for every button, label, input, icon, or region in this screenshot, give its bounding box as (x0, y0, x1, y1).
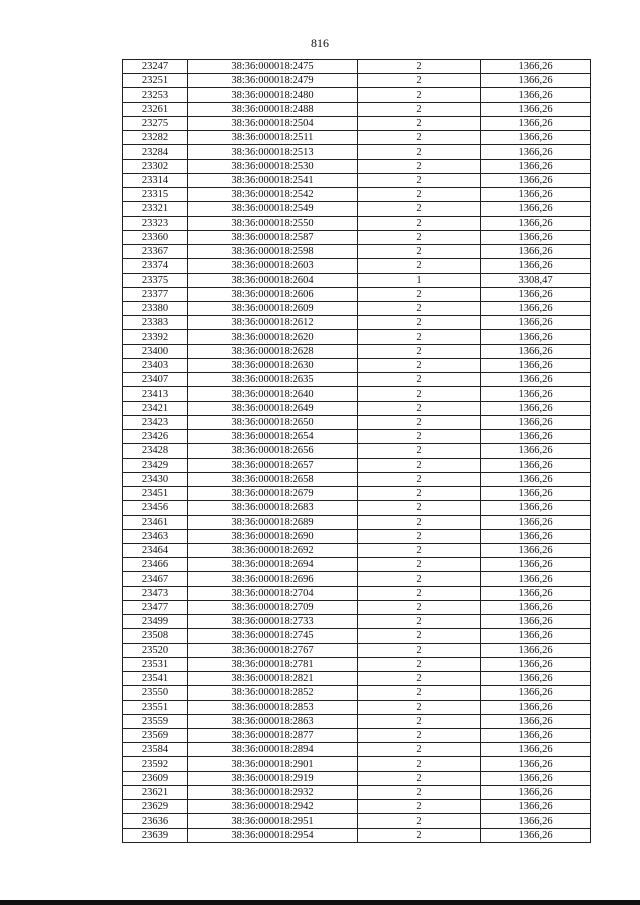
value-cell: 1366,26 (481, 515, 591, 529)
cadastral-number-cell: 38:36:000018:2954 (188, 828, 358, 842)
share-cell: 2 (358, 700, 481, 714)
value-cell: 1366,26 (481, 458, 591, 472)
table-row (123, 472, 591, 486)
cadastral-number-cell: 38:36:000018:2479 (188, 74, 358, 88)
record-number-cell: 23551 (123, 700, 188, 714)
record-number-cell: 23477 (123, 600, 188, 614)
table-row (123, 401, 591, 415)
record-number-cell: 23315 (123, 188, 188, 202)
share-cell: 2 (358, 344, 481, 358)
share-cell: 2 (358, 501, 481, 515)
value-cell: 1366,26 (481, 415, 591, 429)
share-cell: 2 (358, 558, 481, 572)
value-cell: 1366,26 (481, 629, 591, 643)
record-number-cell: 23592 (123, 757, 188, 771)
value-cell: 1366,26 (481, 287, 591, 301)
cadastral-number-cell: 38:36:000018:2612 (188, 316, 358, 330)
record-number-cell: 23253 (123, 88, 188, 102)
share-cell: 2 (358, 743, 481, 757)
share-cell: 2 (358, 586, 481, 600)
cadastral-number-cell: 38:36:000018:2767 (188, 643, 358, 657)
record-number-cell: 23621 (123, 785, 188, 799)
share-cell: 2 (358, 515, 481, 529)
parcel-table-body (123, 60, 591, 843)
record-number-cell: 23374 (123, 259, 188, 273)
table-row (123, 159, 591, 173)
value-cell: 1366,26 (481, 245, 591, 259)
value-cell: 1366,26 (481, 828, 591, 842)
value-cell: 1366,26 (481, 159, 591, 173)
value-cell: 1366,26 (481, 401, 591, 415)
share-cell: 2 (358, 828, 481, 842)
share-cell: 2 (358, 415, 481, 429)
table-row (123, 316, 591, 330)
share-cell: 2 (358, 173, 481, 187)
value-cell: 1366,26 (481, 145, 591, 159)
cadastral-number-cell: 38:36:000018:2650 (188, 415, 358, 429)
share-cell: 2 (358, 444, 481, 458)
record-number-cell: 23550 (123, 686, 188, 700)
share-cell: 2 (358, 487, 481, 501)
cadastral-number-cell: 38:36:000018:2603 (188, 259, 358, 273)
share-cell: 2 (358, 245, 481, 259)
share-cell: 2 (358, 629, 481, 643)
record-number-cell: 23261 (123, 102, 188, 116)
table-row (123, 714, 591, 728)
table-row (123, 430, 591, 444)
value-cell: 1366,26 (481, 330, 591, 344)
table-row (123, 757, 591, 771)
record-number-cell: 23321 (123, 202, 188, 216)
value-cell: 1366,26 (481, 131, 591, 145)
value-cell: 1366,26 (481, 800, 591, 814)
table-row (123, 387, 591, 401)
share-cell: 2 (358, 259, 481, 273)
value-cell: 1366,26 (481, 230, 591, 244)
record-number-cell: 23275 (123, 116, 188, 130)
table-row (123, 543, 591, 557)
cadastral-number-cell: 38:36:000018:2488 (188, 102, 358, 116)
record-number-cell: 23407 (123, 373, 188, 387)
cadastral-number-cell: 38:36:000018:2694 (188, 558, 358, 572)
value-cell: 1366,26 (481, 743, 591, 757)
table-row (123, 515, 591, 529)
table-row (123, 188, 591, 202)
record-number-cell: 23323 (123, 216, 188, 230)
value-cell: 1366,26 (481, 88, 591, 102)
record-number-cell: 23429 (123, 458, 188, 472)
scan-edge-bar (0, 900, 640, 905)
value-cell: 1366,26 (481, 700, 591, 714)
value-cell: 1366,26 (481, 116, 591, 130)
value-cell: 1366,26 (481, 358, 591, 372)
share-cell: 2 (358, 643, 481, 657)
share-cell: 2 (358, 729, 481, 743)
value-cell: 1366,26 (481, 558, 591, 572)
value-cell: 1366,26 (481, 444, 591, 458)
cadastral-number-cell: 38:36:000018:2942 (188, 800, 358, 814)
record-number-cell: 23282 (123, 131, 188, 145)
table-row (123, 88, 591, 102)
record-number-cell: 23461 (123, 515, 188, 529)
table-row (123, 558, 591, 572)
value-cell: 1366,26 (481, 657, 591, 671)
record-number-cell: 23463 (123, 529, 188, 543)
record-number-cell: 23464 (123, 543, 188, 557)
value-cell: 1366,26 (481, 373, 591, 387)
share-cell: 2 (358, 301, 481, 315)
value-cell: 1366,26 (481, 301, 591, 315)
record-number-cell: 23426 (123, 430, 188, 444)
cadastral-number-cell: 38:36:000018:2901 (188, 757, 358, 771)
share-cell: 2 (358, 131, 481, 145)
record-number-cell: 23531 (123, 657, 188, 671)
table-row (123, 259, 591, 273)
table-row (123, 358, 591, 372)
cadastral-number-cell: 38:36:000018:2606 (188, 287, 358, 301)
cadastral-number-cell: 38:36:000018:2951 (188, 814, 358, 828)
share-cell: 2 (358, 472, 481, 486)
share-cell: 2 (358, 60, 481, 74)
share-cell: 2 (358, 373, 481, 387)
table-row (123, 344, 591, 358)
cadastral-number-cell: 38:36:000018:2475 (188, 60, 358, 74)
cadastral-number-cell: 38:36:000018:2852 (188, 686, 358, 700)
value-cell: 1366,26 (481, 188, 591, 202)
record-number-cell: 23377 (123, 287, 188, 301)
value-cell: 1366,26 (481, 729, 591, 743)
record-number-cell: 23639 (123, 828, 188, 842)
share-cell: 2 (358, 572, 481, 586)
cadastral-number-cell: 38:36:000018:2689 (188, 515, 358, 529)
record-number-cell: 23383 (123, 316, 188, 330)
table-row (123, 216, 591, 230)
value-cell: 1366,26 (481, 600, 591, 614)
cadastral-number-cell: 38:36:000018:2658 (188, 472, 358, 486)
cadastral-number-cell: 38:36:000018:2656 (188, 444, 358, 458)
record-number-cell: 23609 (123, 771, 188, 785)
cadastral-number-cell: 38:36:000018:2480 (188, 88, 358, 102)
value-cell: 1366,26 (481, 543, 591, 557)
share-cell: 2 (358, 757, 481, 771)
value-cell: 1366,26 (481, 216, 591, 230)
record-number-cell: 23302 (123, 159, 188, 173)
table-row (123, 729, 591, 743)
record-number-cell: 23421 (123, 401, 188, 415)
value-cell: 1366,26 (481, 472, 591, 486)
cadastral-number-cell: 38:36:000018:2692 (188, 543, 358, 557)
share-cell: 2 (358, 230, 481, 244)
share-cell: 2 (358, 401, 481, 415)
table-row (123, 145, 591, 159)
share-cell: 2 (358, 672, 481, 686)
cadastral-number-cell: 38:36:000018:2504 (188, 116, 358, 130)
share-cell: 2 (358, 74, 481, 88)
table-row (123, 586, 591, 600)
record-number-cell: 23314 (123, 173, 188, 187)
table-row (123, 273, 591, 287)
record-number-cell: 23466 (123, 558, 188, 572)
record-number-cell: 23403 (123, 358, 188, 372)
value-cell: 3308,47 (481, 273, 591, 287)
record-number-cell: 23284 (123, 145, 188, 159)
table-row (123, 529, 591, 543)
value-cell: 1366,26 (481, 173, 591, 187)
share-cell: 2 (358, 714, 481, 728)
value-cell: 1366,26 (481, 259, 591, 273)
value-cell: 1366,26 (481, 430, 591, 444)
cadastral-number-cell: 38:36:000018:2683 (188, 501, 358, 515)
value-cell: 1366,26 (481, 202, 591, 216)
cadastral-number-cell: 38:36:000018:2513 (188, 145, 358, 159)
value-cell: 1366,26 (481, 672, 591, 686)
record-number-cell: 23456 (123, 501, 188, 515)
value-cell: 1366,26 (481, 74, 591, 88)
cadastral-number-cell: 38:36:000018:2530 (188, 159, 358, 173)
table-row (123, 202, 591, 216)
cadastral-number-cell: 38:36:000018:2877 (188, 729, 358, 743)
cadastral-number-cell: 38:36:000018:2511 (188, 131, 358, 145)
cadastral-number-cell: 38:36:000018:2657 (188, 458, 358, 472)
cadastral-number-cell: 38:36:000018:2704 (188, 586, 358, 600)
table-row (123, 686, 591, 700)
record-number-cell: 23375 (123, 273, 188, 287)
share-cell: 2 (358, 800, 481, 814)
value-cell: 1366,26 (481, 814, 591, 828)
value-cell: 1366,26 (481, 714, 591, 728)
value-cell: 1366,26 (481, 344, 591, 358)
cadastral-number-cell: 38:36:000018:2542 (188, 188, 358, 202)
value-cell: 1366,26 (481, 572, 591, 586)
cadastral-number-cell: 38:36:000018:2894 (188, 743, 358, 757)
share-cell: 2 (358, 615, 481, 629)
share-cell: 2 (358, 543, 481, 557)
table-row (123, 116, 591, 130)
value-cell: 1366,26 (481, 615, 591, 629)
cadastral-number-cell: 38:36:000018:2604 (188, 273, 358, 287)
parcel-table (122, 59, 591, 843)
table-row (123, 102, 591, 116)
share-cell: 2 (358, 330, 481, 344)
cadastral-number-cell: 38:36:000018:2550 (188, 216, 358, 230)
table-row (123, 828, 591, 842)
value-cell: 1366,26 (481, 771, 591, 785)
table-row (123, 173, 591, 187)
table-row (123, 700, 591, 714)
share-cell: 2 (358, 287, 481, 301)
record-number-cell: 23569 (123, 729, 188, 743)
table-row (123, 415, 591, 429)
record-number-cell: 23636 (123, 814, 188, 828)
value-cell: 1366,26 (481, 757, 591, 771)
value-cell: 1366,26 (481, 785, 591, 799)
share-cell: 2 (358, 657, 481, 671)
cadastral-number-cell: 38:36:000018:2630 (188, 358, 358, 372)
record-number-cell: 23400 (123, 344, 188, 358)
share-cell: 2 (358, 202, 481, 216)
table-row (123, 743, 591, 757)
record-number-cell: 23520 (123, 643, 188, 657)
value-cell: 1366,26 (481, 529, 591, 543)
record-number-cell: 23508 (123, 629, 188, 643)
value-cell: 1366,26 (481, 60, 591, 74)
cadastral-number-cell: 38:36:000018:2733 (188, 615, 358, 629)
table-row (123, 444, 591, 458)
record-number-cell: 23367 (123, 245, 188, 259)
cadastral-number-cell: 38:36:000018:2620 (188, 330, 358, 344)
table-row (123, 643, 591, 657)
table-row (123, 600, 591, 614)
cadastral-number-cell: 38:36:000018:2609 (188, 301, 358, 315)
share-cell: 2 (358, 686, 481, 700)
value-cell: 1366,26 (481, 316, 591, 330)
cadastral-number-cell: 38:36:000018:2853 (188, 700, 358, 714)
record-number-cell: 23413 (123, 387, 188, 401)
table-row (123, 814, 591, 828)
cadastral-number-cell: 38:36:000018:2640 (188, 387, 358, 401)
record-number-cell: 23559 (123, 714, 188, 728)
cadastral-number-cell: 38:36:000018:2781 (188, 657, 358, 671)
cadastral-number-cell: 38:36:000018:2635 (188, 373, 358, 387)
table-row (123, 572, 591, 586)
share-cell: 2 (358, 430, 481, 444)
value-cell: 1366,26 (481, 586, 591, 600)
table-row (123, 373, 591, 387)
share-cell: 2 (358, 785, 481, 799)
record-number-cell: 23473 (123, 586, 188, 600)
page-number: 816 (311, 36, 329, 50)
value-cell: 1366,26 (481, 387, 591, 401)
table-row (123, 501, 591, 515)
record-number-cell: 23541 (123, 672, 188, 686)
share-cell: 2 (358, 600, 481, 614)
cadastral-number-cell: 38:36:000018:2598 (188, 245, 358, 259)
table-row (123, 458, 591, 472)
share-cell: 2 (358, 358, 481, 372)
value-cell: 1366,26 (481, 501, 591, 515)
share-cell: 2 (358, 814, 481, 828)
table-row (123, 629, 591, 643)
share-cell: 2 (358, 145, 481, 159)
table-row (123, 487, 591, 501)
table-row (123, 785, 591, 799)
record-number-cell: 23360 (123, 230, 188, 244)
table-row (123, 615, 591, 629)
table-row (123, 330, 591, 344)
share-cell: 1 (358, 273, 481, 287)
table-row (123, 131, 591, 145)
cadastral-number-cell: 38:36:000018:2587 (188, 230, 358, 244)
record-number-cell: 23629 (123, 800, 188, 814)
cadastral-number-cell: 38:36:000018:2709 (188, 600, 358, 614)
table-row (123, 287, 591, 301)
table-row (123, 301, 591, 315)
record-number-cell: 23430 (123, 472, 188, 486)
share-cell: 2 (358, 316, 481, 330)
value-cell: 1366,26 (481, 487, 591, 501)
record-number-cell: 23251 (123, 74, 188, 88)
cadastral-number-cell: 38:36:000018:2649 (188, 401, 358, 415)
cadastral-number-cell: 38:36:000018:2821 (188, 672, 358, 686)
table-row (123, 245, 591, 259)
table-row (123, 672, 591, 686)
record-number-cell: 23451 (123, 487, 188, 501)
record-number-cell: 23499 (123, 615, 188, 629)
value-cell: 1366,26 (481, 686, 591, 700)
share-cell: 2 (358, 159, 481, 173)
share-cell: 2 (358, 116, 481, 130)
cadastral-number-cell: 38:36:000018:2628 (188, 344, 358, 358)
share-cell: 2 (358, 188, 481, 202)
cadastral-number-cell: 38:36:000018:2745 (188, 629, 358, 643)
cadastral-number-cell: 38:36:000018:2932 (188, 785, 358, 799)
share-cell: 2 (358, 88, 481, 102)
share-cell: 2 (358, 387, 481, 401)
cadastral-number-cell: 38:36:000018:2696 (188, 572, 358, 586)
record-number-cell: 23380 (123, 301, 188, 315)
table-row (123, 74, 591, 88)
cadastral-number-cell: 38:36:000018:2690 (188, 529, 358, 543)
record-number-cell: 23392 (123, 330, 188, 344)
value-cell: 1366,26 (481, 643, 591, 657)
record-number-cell: 23423 (123, 415, 188, 429)
cadastral-number-cell: 38:36:000018:2654 (188, 430, 358, 444)
share-cell: 2 (358, 529, 481, 543)
table-row (123, 657, 591, 671)
record-number-cell: 23428 (123, 444, 188, 458)
record-number-cell: 23247 (123, 60, 188, 74)
table-row (123, 800, 591, 814)
share-cell: 2 (358, 216, 481, 230)
share-cell: 2 (358, 771, 481, 785)
table-row (123, 771, 591, 785)
cadastral-number-cell: 38:36:000018:2541 (188, 173, 358, 187)
record-number-cell: 23584 (123, 743, 188, 757)
table-row (123, 60, 591, 74)
value-cell: 1366,26 (481, 102, 591, 116)
cadastral-number-cell: 38:36:000018:2549 (188, 202, 358, 216)
share-cell: 2 (358, 458, 481, 472)
cadastral-number-cell: 38:36:000018:2679 (188, 487, 358, 501)
cadastral-number-cell: 38:36:000018:2863 (188, 714, 358, 728)
record-number-cell: 23467 (123, 572, 188, 586)
cadastral-number-cell: 38:36:000018:2919 (188, 771, 358, 785)
table-row (123, 230, 591, 244)
share-cell: 2 (358, 102, 481, 116)
